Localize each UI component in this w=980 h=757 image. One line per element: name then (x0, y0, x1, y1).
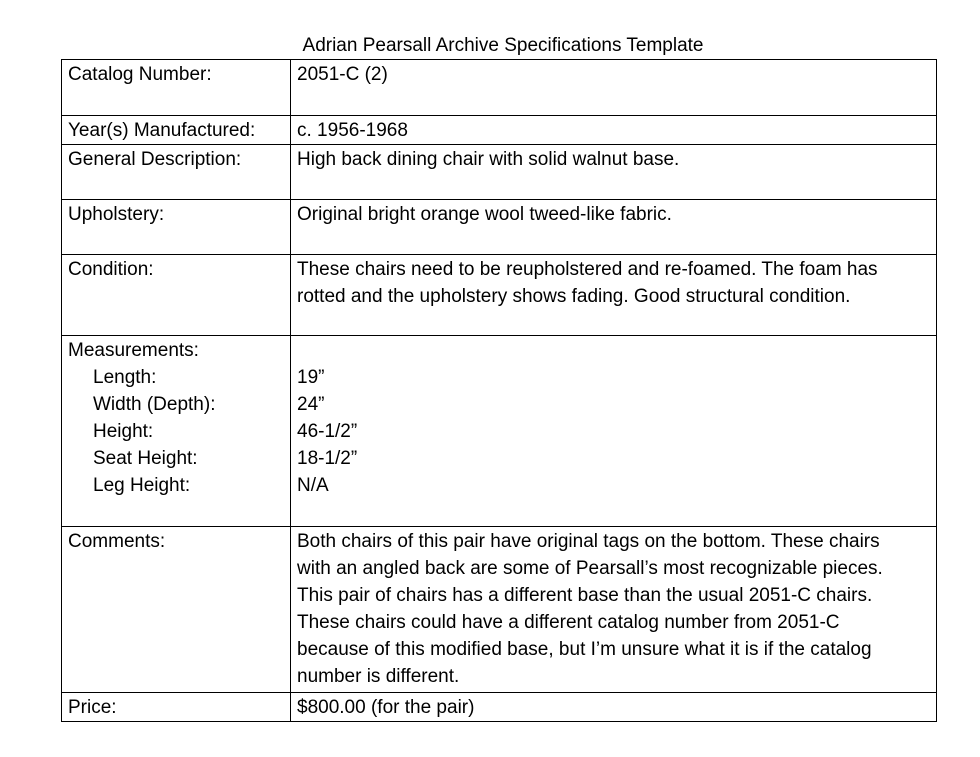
condition-label: Condition: (62, 255, 291, 336)
comments-value (291, 527, 937, 693)
table-row-measurements (62, 336, 937, 527)
table-row-years (62, 116, 937, 145)
measurements-label-cell (62, 336, 291, 527)
general-description-label: General Description: (62, 145, 291, 200)
seat-height-label: Seat Height: (93, 448, 198, 469)
leg-height-value: N/A (297, 475, 329, 496)
comments-line: number is different. (297, 666, 460, 687)
condition-line: These chairs need to be reupholstered and re-foamed. The foam has (297, 259, 878, 280)
catalog-number-label: Catalog Number: (62, 60, 291, 116)
upholstery-label: Upholstery: (62, 200, 291, 255)
condition-line: rotted and the upholstery shows fading. Good structural condition. (297, 286, 851, 307)
table-row-condition (62, 255, 937, 336)
upholstery-value: Original bright orange wool tweed-like fabric. (291, 200, 937, 255)
specifications-table (61, 59, 937, 722)
width-label: Width (Depth): (93, 394, 216, 415)
height-value: 46-1/2” (297, 421, 358, 442)
length-label: Length: (93, 367, 157, 388)
height-label: Height: (93, 421, 154, 442)
comments-line: This pair of chairs has a different base than the usual 2051-C chairs. (297, 585, 873, 606)
seat-height-value: 18-1/2” (297, 448, 358, 469)
comments-line: because of this modified base, but I’m unsure what it is if the catalog (297, 639, 872, 660)
measurements-label: Measurements: (68, 340, 199, 361)
length-value: 19” (297, 367, 325, 388)
table-row-general-description (62, 145, 937, 200)
comments-line: with an angled back are some of Pearsall’s most recognizable pieces. (297, 558, 883, 579)
general-description-value: High back dining chair with solid walnut base. (291, 145, 937, 200)
table-row-upholstery (62, 200, 937, 255)
condition-value (291, 255, 937, 336)
table-row-comments (62, 527, 937, 693)
years-manufactured-value: c. 1956-1968 (291, 116, 937, 145)
comments-line: These chairs could have a different catalog number from 2051-C (297, 612, 840, 633)
comments-line: Both chairs of this pair have original tags on the bottom. These chairs (297, 531, 880, 552)
table-row-catalog-number (62, 60, 937, 116)
price-label: Price: (62, 693, 291, 722)
document-title: Adrian Pearsall Archive Specifications Template (302, 35, 704, 56)
comments-label: Comments: (62, 527, 291, 693)
table-row-price (62, 693, 937, 722)
catalog-number-value: 2051-C (2) (291, 60, 937, 116)
price-value: $800.00 (for the pair) (291, 693, 937, 722)
years-manufactured-label: Year(s) Manufactured: (62, 116, 291, 145)
leg-height-label: Leg Height: (93, 475, 191, 496)
width-value: 24” (297, 394, 325, 415)
measurements-value-cell (291, 336, 937, 527)
